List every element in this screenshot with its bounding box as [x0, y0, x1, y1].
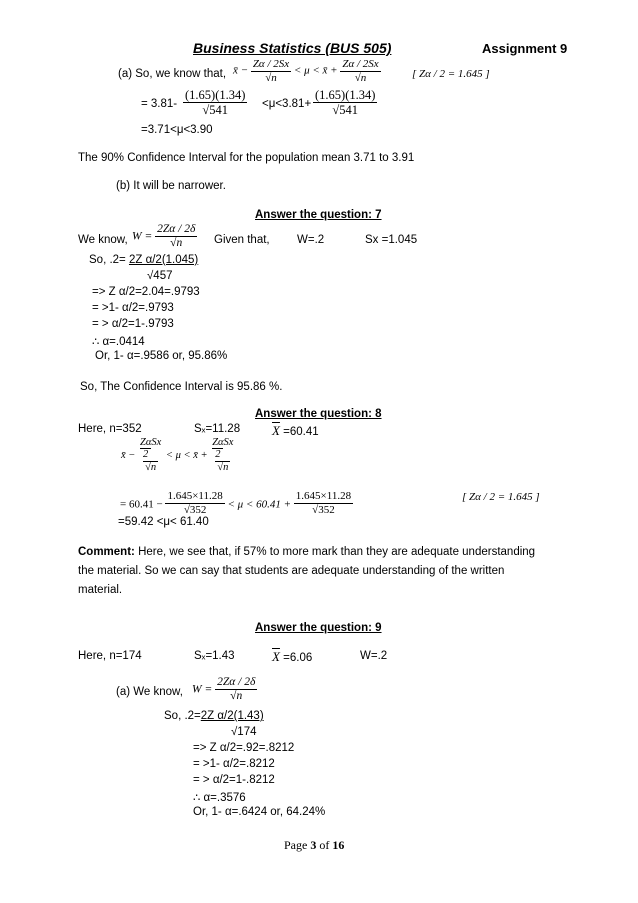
q9-so-line — [164, 710, 264, 722]
q8-calc-eq: = — [120, 498, 127, 511]
q8-calc-mid: < μ < 60.41 + — [227, 498, 292, 511]
q9-w-den: √n — [230, 690, 243, 703]
q8-heading: Answer the question: 8 — [255, 408, 382, 420]
comment — [78, 543, 548, 600]
q9-w-num: 2Zα / 2δ — [215, 676, 257, 690]
q7-so-underlined: 2Z α/2(1.045) — [128, 254, 199, 266]
q9-xbar — [272, 649, 312, 665]
ci-formula — [233, 58, 381, 84]
q8-f-z-right-text: ZαSx — [212, 437, 234, 448]
q8-f-half-right: 2 — [212, 448, 223, 460]
q8-calc-num-right: 1.645×11.28 — [295, 490, 352, 502]
page-footer — [284, 838, 344, 853]
footer-page-word: Page — [284, 838, 308, 852]
q8-f-half-left: 2 — [140, 448, 151, 460]
calc-prefix: = 3.81- — [141, 98, 178, 110]
q9-w-formula — [192, 676, 257, 703]
q9-step-2: = >1- α/2=.8212 — [193, 758, 275, 770]
formula-num-left: Zα / 2Sx — [252, 58, 290, 70]
q7-given: Given that, — [214, 234, 270, 246]
footer-page-total: 16 — [332, 838, 345, 852]
part-a-intro: (a) So, we know that, — [118, 68, 227, 80]
q8-f-left: x̄ − — [121, 450, 136, 461]
q9-so-underlined: 2Z α/2(1.43) — [200, 710, 264, 722]
comment-label: Comment: — [78, 546, 135, 558]
ci-statement: The 90% Confidence Interval for the population mean 3.71 to 3.91 — [78, 152, 415, 164]
q7-w-value: W=.2 — [297, 234, 325, 246]
formula-mid: < μ < x̄ + — [293, 64, 338, 77]
q8-calc-den-left: √352 — [183, 503, 207, 516]
xbar-symbol-q9: $\overline{X}$ — [272, 649, 280, 664]
q7-step-4: ∴ α=.0414 — [92, 336, 145, 348]
q7-w-num: 2Zα / 2δ — [155, 223, 197, 237]
q8-formula — [121, 437, 235, 474]
q8-xbar — [272, 423, 319, 439]
formula-left: x̄ − — [233, 64, 249, 77]
formula-den-left: √n — [265, 71, 277, 84]
q7-sx-value: Sx =1.045 — [365, 234, 418, 246]
q9-we-know: (a) We know, — [116, 686, 183, 698]
q7-so-line — [89, 254, 198, 266]
q9-w: W=.2 — [360, 650, 388, 662]
q8-calc — [120, 492, 353, 518]
calc-left-num: (1.65)(1.34) — [185, 88, 246, 102]
footer-of-word: of — [319, 838, 330, 852]
q8-f-mid: < μ < x̄ + — [165, 450, 208, 461]
footer-page-number: 3 — [310, 838, 317, 852]
formula-den-right: √n — [354, 71, 367, 84]
calc-right-den: √541 — [332, 103, 359, 118]
q8-f-den-right: √n — [217, 462, 229, 474]
q8-xbar-value: =60.41 — [283, 426, 319, 438]
calc-mid: <μ<3.81+ — [262, 98, 312, 110]
part-a-result: =3.71<μ<3.90 — [141, 124, 213, 136]
q9-w-eq: W = — [192, 683, 213, 696]
q7-sqrt: √457 — [147, 270, 173, 282]
q9-n: Here, n=174 — [78, 650, 142, 662]
part-b: (b) It will be narrower. — [116, 180, 226, 192]
q9-step-5: Or, 1- α=.6424 or, 64.24% — [193, 806, 326, 818]
q7-conclusion: So, The Confidence Interval is 95.86 %. — [80, 381, 283, 393]
q9-step-1: => Z α/2=.92=.8212 — [193, 742, 295, 754]
q9-step-4: ∴ α=.3576 — [193, 792, 246, 804]
q9-step-3: = > α/2=1-.8212 — [193, 774, 275, 786]
calc-left-frac — [183, 88, 247, 118]
q7-so-prefix: So, .2= — [89, 254, 126, 266]
q7-w-formula — [132, 223, 197, 250]
z-note-a: [ Zα / 2 = 1.645 ] — [412, 68, 490, 80]
q7-heading: Answer the question: 7 — [255, 209, 382, 221]
q7-step-3: = > α/2=1-.9793 — [92, 318, 174, 330]
formula-num-right: Zα / 2Sx — [342, 58, 379, 70]
q8-result: =59.42 <μ< 61.40 — [118, 516, 209, 528]
q8-calc-den-right: √352 — [312, 503, 335, 516]
calc-left-den: √541 — [202, 103, 229, 118]
q9-heading: Answer the question: 9 — [255, 622, 382, 634]
assignment-label: Assignment 9 — [482, 41, 568, 56]
q7-we-know: We know, — [78, 234, 128, 246]
comment-text: Here, we see that, if 57% to more mark than they are adequate understanding the material. So we can say that students are adequate understanding of the written material. — [78, 546, 536, 596]
q8-f-den-left: √n — [145, 462, 157, 474]
q7-w-eq: W = — [132, 230, 153, 243]
q8-z-note: [ Zα / 2 = 1.645 ] — [462, 491, 540, 503]
xbar-symbol: $\overline{X}$ — [272, 423, 280, 438]
q8-f-z-left-text: ZαSx — [140, 437, 162, 448]
q8-sx: Sₓ=11.28 — [194, 423, 241, 435]
q9-so-prefix: So, .2= — [164, 710, 201, 722]
q9-xbar-value: =6.06 — [283, 652, 313, 664]
q8-calc-num-left: 1.645×11.28 — [167, 490, 223, 502]
q7-step-5: Or, 1- α=.9586 or, 95.86% — [95, 350, 228, 362]
q8-calc-left: 60.41 − — [128, 498, 163, 511]
calc-right-frac — [313, 88, 377, 118]
calc-right-num: (1.65)(1.34) — [315, 88, 376, 102]
q9-sx: Sₓ=1.43 — [194, 650, 235, 662]
q8-n: Here, n=352 — [78, 423, 142, 435]
q8-f-z-right — [210, 437, 235, 461]
q7-step-1: => Z α/2=2.04=.9793 — [92, 286, 200, 298]
q8-f-z-left — [138, 437, 163, 461]
document-title: Business Statistics (BUS 505) — [193, 40, 392, 56]
q7-w-den: √n — [170, 237, 183, 250]
q7-step-2: = >1- α/2=.9793 — [92, 302, 174, 314]
q9-sqrt: √174 — [231, 726, 257, 738]
